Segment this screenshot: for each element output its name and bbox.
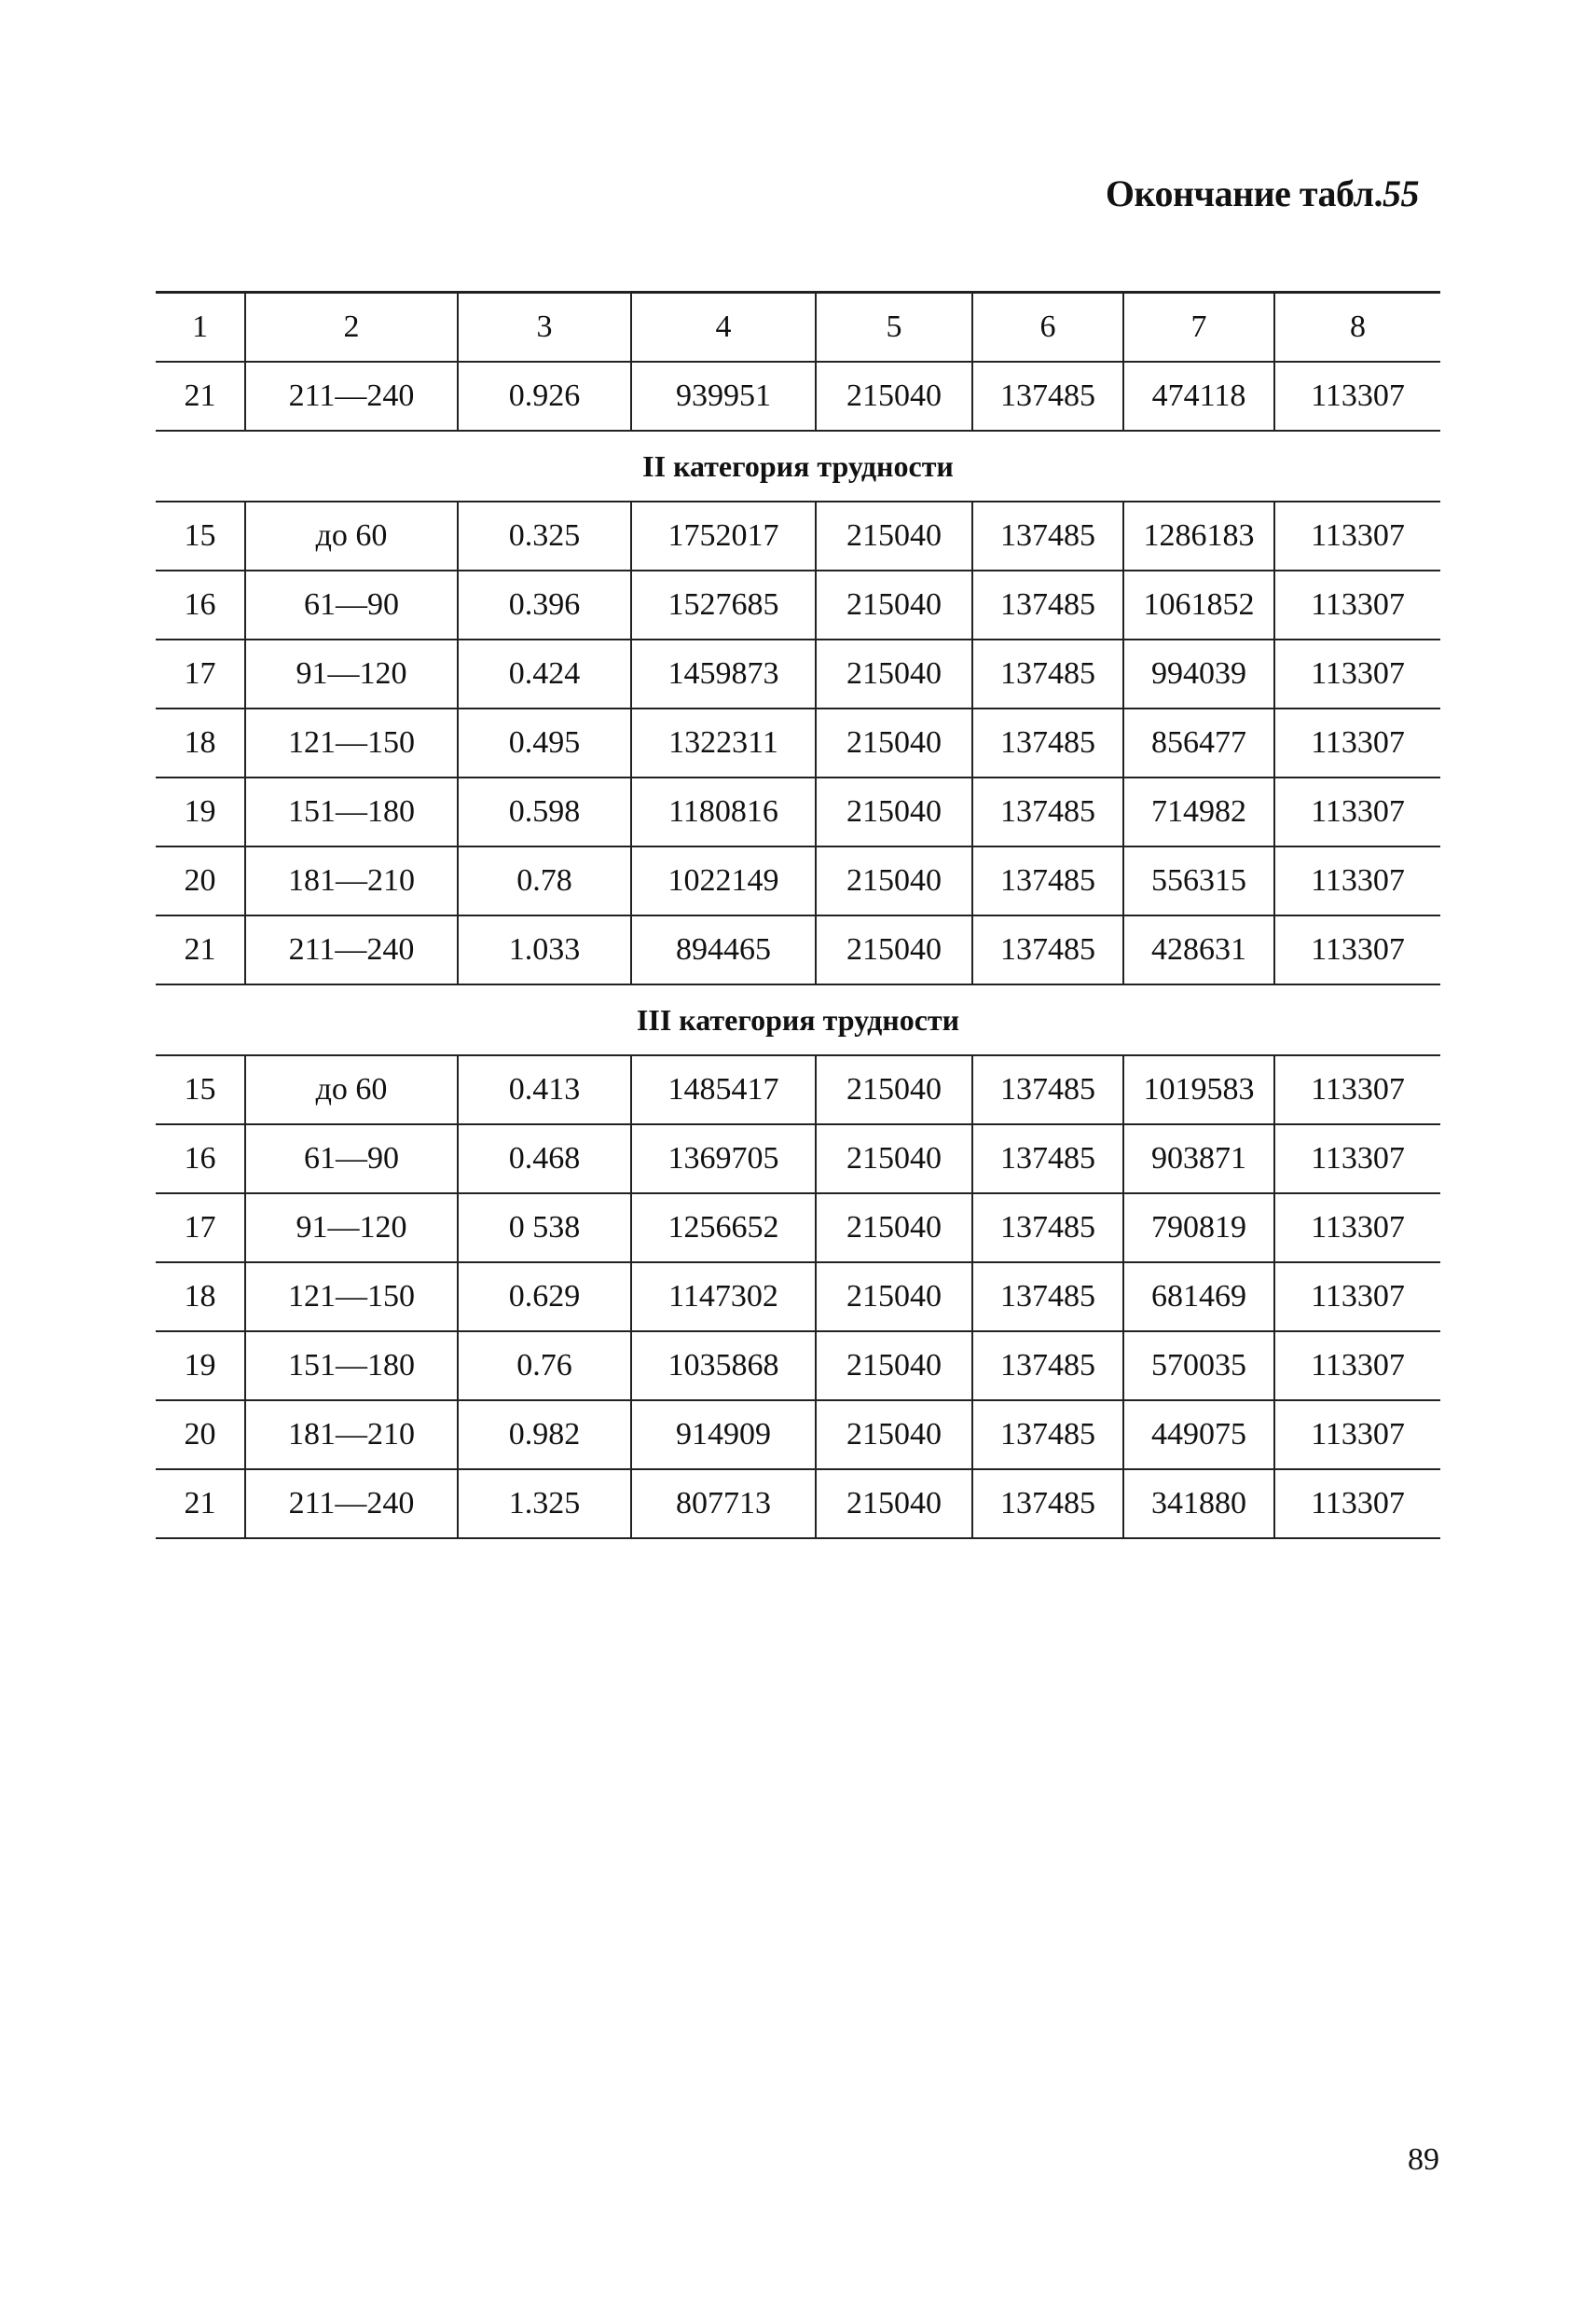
- table-cell-col-7: 449075: [1123, 1400, 1274, 1469]
- table-cell-col-1: 20: [156, 1400, 245, 1469]
- table-row: [156, 362, 1440, 431]
- table-row: [156, 1262, 1440, 1331]
- table-body: [156, 293, 1440, 1539]
- table-cell-col-7: 7: [1123, 293, 1274, 363]
- table-cell-col-8: 113307: [1274, 1400, 1440, 1469]
- table-cell-col-2: до 60: [245, 1055, 458, 1124]
- table-cell-col-4: 1369705: [631, 1124, 816, 1193]
- table-cell-col-5: 215040: [816, 362, 972, 431]
- table-cell-col-2: 121—150: [245, 1262, 458, 1331]
- table-cell-col-8: 113307: [1274, 709, 1440, 778]
- table-cell-col-6: 137485: [972, 709, 1123, 778]
- table-cell-col-8: 113307: [1274, 640, 1440, 709]
- table-row: [156, 1331, 1440, 1400]
- table-cell-col-4: 939951: [631, 362, 816, 431]
- table-cell-col-5: 215040: [816, 1331, 972, 1400]
- table-cell-col-2: 211—240: [245, 1469, 458, 1538]
- table-cell-col-3: 0.629: [458, 1262, 631, 1331]
- table-cell-col-7: 570035: [1123, 1331, 1274, 1400]
- table-row: [156, 709, 1440, 778]
- table-cell-col-2: 151—180: [245, 778, 458, 846]
- caption-table-number: 55: [1383, 172, 1419, 214]
- table-cell-col-7: 714982: [1123, 778, 1274, 846]
- table-cell-col-2: 2: [245, 293, 458, 363]
- table-cell-col-8: 113307: [1274, 571, 1440, 640]
- table-cell-col-5: 215040: [816, 778, 972, 846]
- table-cell-col-2: 91—120: [245, 1193, 458, 1262]
- table-cell-col-7: 1019583: [1123, 1055, 1274, 1124]
- table-cell-col-6: 137485: [972, 1055, 1123, 1124]
- table-cell-col-1: 15: [156, 502, 245, 571]
- table-cell-col-4: 1256652: [631, 1193, 816, 1262]
- table-cell-col-6: 137485: [972, 1262, 1123, 1331]
- section-title: II категория трудности: [156, 431, 1440, 502]
- table-cell-col-3: 0.926: [458, 362, 631, 431]
- table-cell-col-2: 181—210: [245, 1400, 458, 1469]
- table-cell-col-3: 0 538: [458, 1193, 631, 1262]
- table-cell-col-5: 215040: [816, 502, 972, 571]
- table-cell-col-7: 681469: [1123, 1262, 1274, 1331]
- table-cell-col-1: 21: [156, 362, 245, 431]
- table-cell-col-6: 137485: [972, 1331, 1123, 1400]
- table-cell-col-3: 0.78: [458, 846, 631, 915]
- table-cell-col-3: 0.76: [458, 1331, 631, 1400]
- table-cell-col-2: 211—240: [245, 362, 458, 431]
- table-cell-col-5: 5: [816, 293, 972, 363]
- table-cell-col-1: 19: [156, 1331, 245, 1400]
- table-cell-col-3: 0.396: [458, 571, 631, 640]
- table-cell-col-5: 215040: [816, 846, 972, 915]
- table-cell-col-1: 17: [156, 1193, 245, 1262]
- table-cell-col-5: 215040: [816, 709, 972, 778]
- table-cell-col-6: 6: [972, 293, 1123, 363]
- table-cell-col-1: 20: [156, 846, 245, 915]
- table-cell-col-8: 113307: [1274, 1262, 1440, 1331]
- table-cell-col-7: 556315: [1123, 846, 1274, 915]
- table-cell-col-1: 17: [156, 640, 245, 709]
- table-cell-col-6: 137485: [972, 362, 1123, 431]
- table-cell-col-6: 137485: [972, 571, 1123, 640]
- table-cell-col-3: 0.982: [458, 1400, 631, 1469]
- table-cell-col-8: 113307: [1274, 778, 1440, 846]
- table-row: [156, 846, 1440, 915]
- table-cell-col-7: 1286183: [1123, 502, 1274, 571]
- table-cell-col-5: 215040: [816, 915, 972, 984]
- table-header-row: [156, 293, 1440, 363]
- table-row: [156, 1193, 1440, 1262]
- table-cell-col-3: 0.495: [458, 709, 631, 778]
- table-cell-col-7: 994039: [1123, 640, 1274, 709]
- table-cell-col-6: 137485: [972, 1400, 1123, 1469]
- table-cell-col-7: 856477: [1123, 709, 1274, 778]
- table-cell-col-3: 1.325: [458, 1469, 631, 1538]
- table-cell-col-5: 215040: [816, 1400, 972, 1469]
- table-cell-col-2: до 60: [245, 502, 458, 571]
- table-cell-col-1: 21: [156, 915, 245, 984]
- table-cell-col-1: 16: [156, 571, 245, 640]
- table-cell-col-1: 18: [156, 1262, 245, 1331]
- table-cell-col-8: 113307: [1274, 1469, 1440, 1538]
- table-cell-col-4: 1752017: [631, 502, 816, 571]
- table-cell-col-3: 1.033: [458, 915, 631, 984]
- table-cell-col-4: 1527685: [631, 571, 816, 640]
- table-cell-col-2: 61—90: [245, 571, 458, 640]
- table-cell-col-5: 215040: [816, 1262, 972, 1331]
- table-cell-col-6: 137485: [972, 1124, 1123, 1193]
- table-cell-col-6: 137485: [972, 1193, 1123, 1262]
- table-cell-col-3: 0.413: [458, 1055, 631, 1124]
- table-row: [156, 778, 1440, 846]
- table-row: [156, 640, 1440, 709]
- table-cell-col-4: 1035868: [631, 1331, 816, 1400]
- table-cell-col-4: 1485417: [631, 1055, 816, 1124]
- table-cell-col-8: 113307: [1274, 915, 1440, 984]
- table-cell-col-4: 1459873: [631, 640, 816, 709]
- section-header-row: [156, 431, 1440, 502]
- table-cell-col-7: 903871: [1123, 1124, 1274, 1193]
- table-cell-col-1: 18: [156, 709, 245, 778]
- table-cell-col-5: 215040: [816, 1055, 972, 1124]
- table-cell-col-8: 113307: [1274, 362, 1440, 431]
- table-row: [156, 915, 1440, 984]
- table-cell-col-6: 137485: [972, 502, 1123, 571]
- table-cell-col-5: 215040: [816, 640, 972, 709]
- table-cell-col-6: 137485: [972, 915, 1123, 984]
- table-cell-col-6: 137485: [972, 1469, 1123, 1538]
- table-cell-col-2: 61—90: [245, 1124, 458, 1193]
- table-cell-col-7: 1061852: [1123, 571, 1274, 640]
- table-row: [156, 502, 1440, 571]
- table-cell-col-1: 15: [156, 1055, 245, 1124]
- table-row: [156, 1469, 1440, 1538]
- table-cell-col-8: 113307: [1274, 502, 1440, 571]
- table-cell-col-7: 428631: [1123, 915, 1274, 984]
- table-row: [156, 1124, 1440, 1193]
- table-cell-col-4: 1022149: [631, 846, 816, 915]
- table-cell-col-8: 8: [1274, 293, 1440, 363]
- section-title: III категория трудности: [156, 984, 1440, 1055]
- table-cell-col-8: 113307: [1274, 1193, 1440, 1262]
- table-cell-col-6: 137485: [972, 778, 1123, 846]
- table-cell-col-8: 113307: [1274, 1331, 1440, 1400]
- table-cell-col-3: 0.424: [458, 640, 631, 709]
- table-row: [156, 571, 1440, 640]
- table-row: [156, 1400, 1440, 1469]
- table-cell-col-1: 19: [156, 778, 245, 846]
- table-cell-col-1: 1: [156, 293, 245, 363]
- page-number: 89: [1408, 2142, 1439, 2177]
- table-cell-col-5: 215040: [816, 1124, 972, 1193]
- table-cell-col-4: 4: [631, 293, 816, 363]
- table-cell-col-5: 215040: [816, 1193, 972, 1262]
- table-cell-col-5: 215040: [816, 571, 972, 640]
- table-cell-col-2: 181—210: [245, 846, 458, 915]
- table-cell-col-2: 211—240: [245, 915, 458, 984]
- table-cell-col-4: 807713: [631, 1469, 816, 1538]
- table-cell-col-4: 914909: [631, 1400, 816, 1469]
- table-cell-col-4: 1147302: [631, 1262, 816, 1331]
- table-cell-col-7: 790819: [1123, 1193, 1274, 1262]
- table-cell-col-3: 0.468: [458, 1124, 631, 1193]
- table-cell-col-8: 113307: [1274, 846, 1440, 915]
- table-cell-col-4: 894465: [631, 915, 816, 984]
- data-table: [156, 291, 1440, 1539]
- table-cell-col-1: 21: [156, 1469, 245, 1538]
- table-cell-col-8: 113307: [1274, 1055, 1440, 1124]
- table-cell-col-7: 474118: [1123, 362, 1274, 431]
- table-cell-col-2: 151—180: [245, 1331, 458, 1400]
- table-cell-col-4: 1180816: [631, 778, 816, 846]
- section-header-row: [156, 984, 1440, 1055]
- table-cell-col-8: 113307: [1274, 1124, 1440, 1193]
- table-caption: [1106, 172, 1419, 215]
- table-cell-col-1: 16: [156, 1124, 245, 1193]
- table-row: [156, 1055, 1440, 1124]
- table-cell-col-2: 121—150: [245, 709, 458, 778]
- table-cell-col-4: 1322311: [631, 709, 816, 778]
- caption-text: Окончание табл.: [1105, 172, 1383, 214]
- table-cell-col-3: 3: [458, 293, 631, 363]
- table-cell-col-3: 0.598: [458, 778, 631, 846]
- table-cell-col-7: 341880: [1123, 1469, 1274, 1538]
- table-cell-col-5: 215040: [816, 1469, 972, 1538]
- table-cell-col-6: 137485: [972, 640, 1123, 709]
- table-cell-col-6: 137485: [972, 846, 1123, 915]
- table-cell-col-3: 0.325: [458, 502, 631, 571]
- table-cell-col-2: 91—120: [245, 640, 458, 709]
- data-table-container: [156, 291, 1440, 1539]
